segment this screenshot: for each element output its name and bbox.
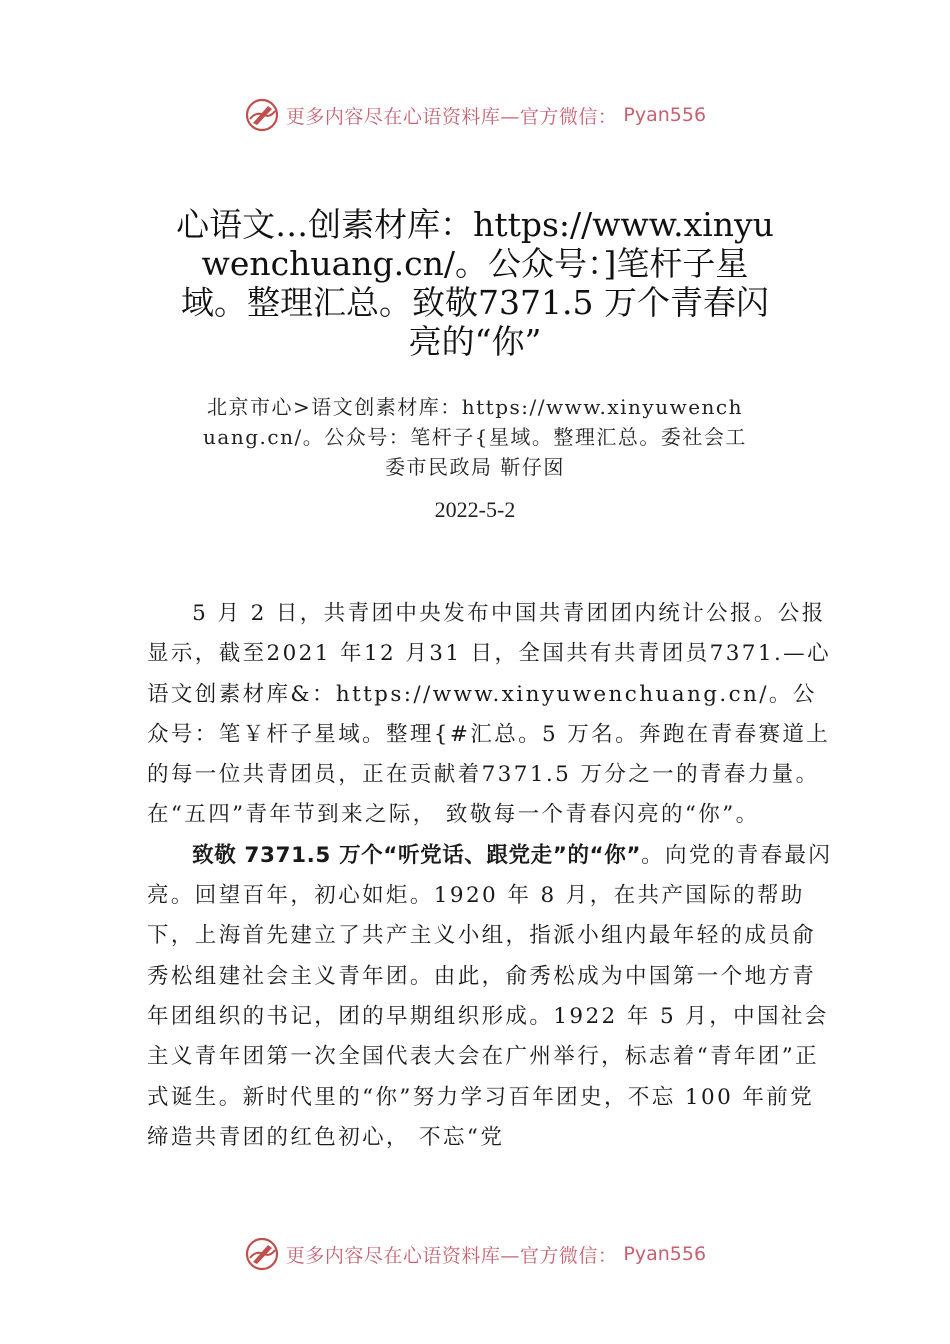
document-title: 心语文…创素材库：https://www.xinyuwenchuang.cn/。公众号：]笔杆子星域。整理汇总。致敬7371.5 万个青春闪亮的“你” [176, 205, 774, 361]
document-body [147, 594, 837, 1158]
paragraph-2-rest: 。向党的青春最闪亮。回望百年，初心如炬。1920 年 8 月，在共产国际的帮助下，上海首先建立了共产主义小组，指派小组内最年轻的成员俞秀松组建社会主义青年团。由此，俞秀松成为中国第一个地方青年团组织的书记，团的早期组织形成。1922 年 5 月，中国社会主义青年团第一次全国代表大会在广州举行，标志着“青年团”正式诞生。新时代里的“你”努力学习百年团史，不忘 100 年前党缔造共青团的红色初心， 不忘“党 [147, 842, 833, 1150]
wechat-id: Pyan556 [623, 104, 707, 126]
document-subtitle: 北京市心>语文创素材库：https://www.xinyuwenchuang.cn/。公众号：笔杆子{星域。整理汇总。委社会工委市民政局 靳仔囡 [203, 395, 747, 479]
paragraph-2 [147, 836, 837, 1158]
wechat-id: Pyan556 [623, 1243, 707, 1265]
red-seal-logo-icon [244, 1236, 280, 1272]
watermark-text: 更多内容尽在心语资料库—官方微信： [285, 105, 618, 128]
footer-watermark [0, 1232, 950, 1276]
paragraph-1: 5 月 2 日，共青团中央发布中国共青团团内统计公报。公报显示，截至2021 年12 月31 日，全国共有共青团员7371.—心语文创素材库&：https://www.xinyuwenchuang.cn/。公众号：笔￥杆子星域。整理{#汇总。5 万名。奔跑在青春赛道上的每一位共青团员，正在贡献着7371.5 万分之一的青春力量。在“五四”青年节到来之际， 致敬每一个青春闪亮的“你”。 [147, 601, 831, 828]
header-watermark [0, 93, 950, 137]
red-seal-logo-icon [244, 97, 280, 133]
document-date: 2022-5-2 [434, 497, 516, 522]
paragraph-2-lead: 致敬 7371.5 万个“听党话、跟党走”的“你” [192, 842, 642, 868]
watermark-text: 更多内容尽在心语资料库—官方微信： [285, 1244, 618, 1267]
